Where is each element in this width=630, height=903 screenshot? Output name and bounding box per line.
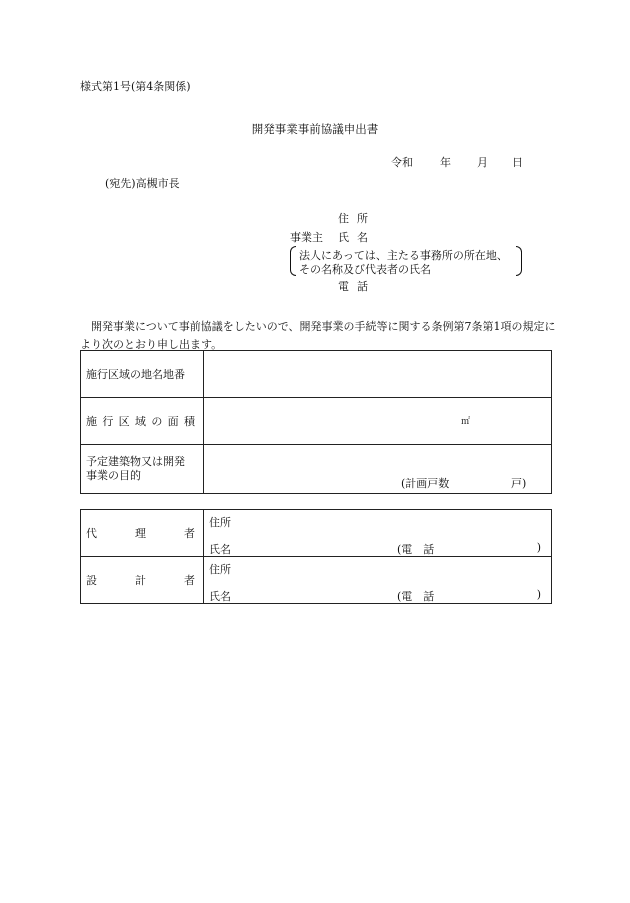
applicant-name-label: 氏名 (338, 231, 376, 244)
site-area-label-text: 施 行 区 域 の 面 積 (86, 415, 195, 428)
planned-units-close: 戸) (511, 477, 527, 490)
main-form-table (80, 350, 552, 494)
designer-address-label: 住所 (209, 563, 231, 576)
applicant-phone-label: 電話 (338, 280, 376, 293)
designer-name-label: 氏名 (209, 590, 231, 603)
corporate-note (290, 246, 522, 276)
designer-field[interactable] (204, 557, 552, 604)
date-era: 令和 (391, 156, 413, 169)
agent-label-text: 代 理 者 (86, 527, 195, 540)
site-area-field[interactable] (204, 398, 552, 445)
purpose-label (81, 445, 204, 494)
agent-designer-table (80, 509, 552, 604)
agent-phone-label: (電 話 (397, 543, 435, 556)
corporate-note-line2: その名称及び代表者の氏名 (299, 263, 431, 276)
left-bracket (290, 246, 296, 276)
date-year: 年 (440, 156, 451, 169)
agent-phone-close: ) (536, 541, 541, 554)
designer-label (81, 557, 204, 604)
designer-label-text: 設 計 者 (86, 574, 195, 587)
applicant-label: 事業主 (290, 231, 323, 244)
site-address-label: 施行区域の地名地番 (81, 351, 204, 398)
agent-field[interactable] (204, 510, 552, 557)
date-month: 月 (477, 156, 488, 169)
right-bracket (516, 246, 522, 276)
designer-phone-label: (電 話 (397, 590, 435, 603)
document-title: 開発事業事前協議申出書 (251, 122, 379, 136)
designer-phone-close: ) (536, 588, 541, 601)
agent-name-label: 氏名 (209, 543, 231, 556)
corporate-note-line1: 法人にあっては、主たる事務所の所在地、 (299, 249, 508, 262)
form-number: 様式第1号(第4条関係) (80, 80, 191, 93)
site-address-field[interactable] (204, 351, 552, 398)
purpose-field[interactable] (204, 445, 552, 494)
agent-address-label: 住所 (209, 516, 231, 529)
agent-label (81, 510, 204, 557)
purpose-label-line1: 予定建築物又は開発 (86, 455, 185, 468)
body-text: 開発事業について事前協議をしたいので、開発事業の手続等に関する条例第7条第1項の規定により次のとおり申し出ます。 (80, 320, 556, 351)
applicant-address-label: 住所 (338, 212, 376, 225)
date-day: 日 (512, 156, 523, 169)
planned-units-open: (計画戸数 (401, 477, 450, 490)
purpose-label-line2: 事業の目的 (86, 469, 141, 482)
site-area-label (81, 398, 204, 445)
addressee: (宛先)高槻市長 (105, 177, 180, 190)
area-unit: ㎡ (461, 417, 471, 427)
